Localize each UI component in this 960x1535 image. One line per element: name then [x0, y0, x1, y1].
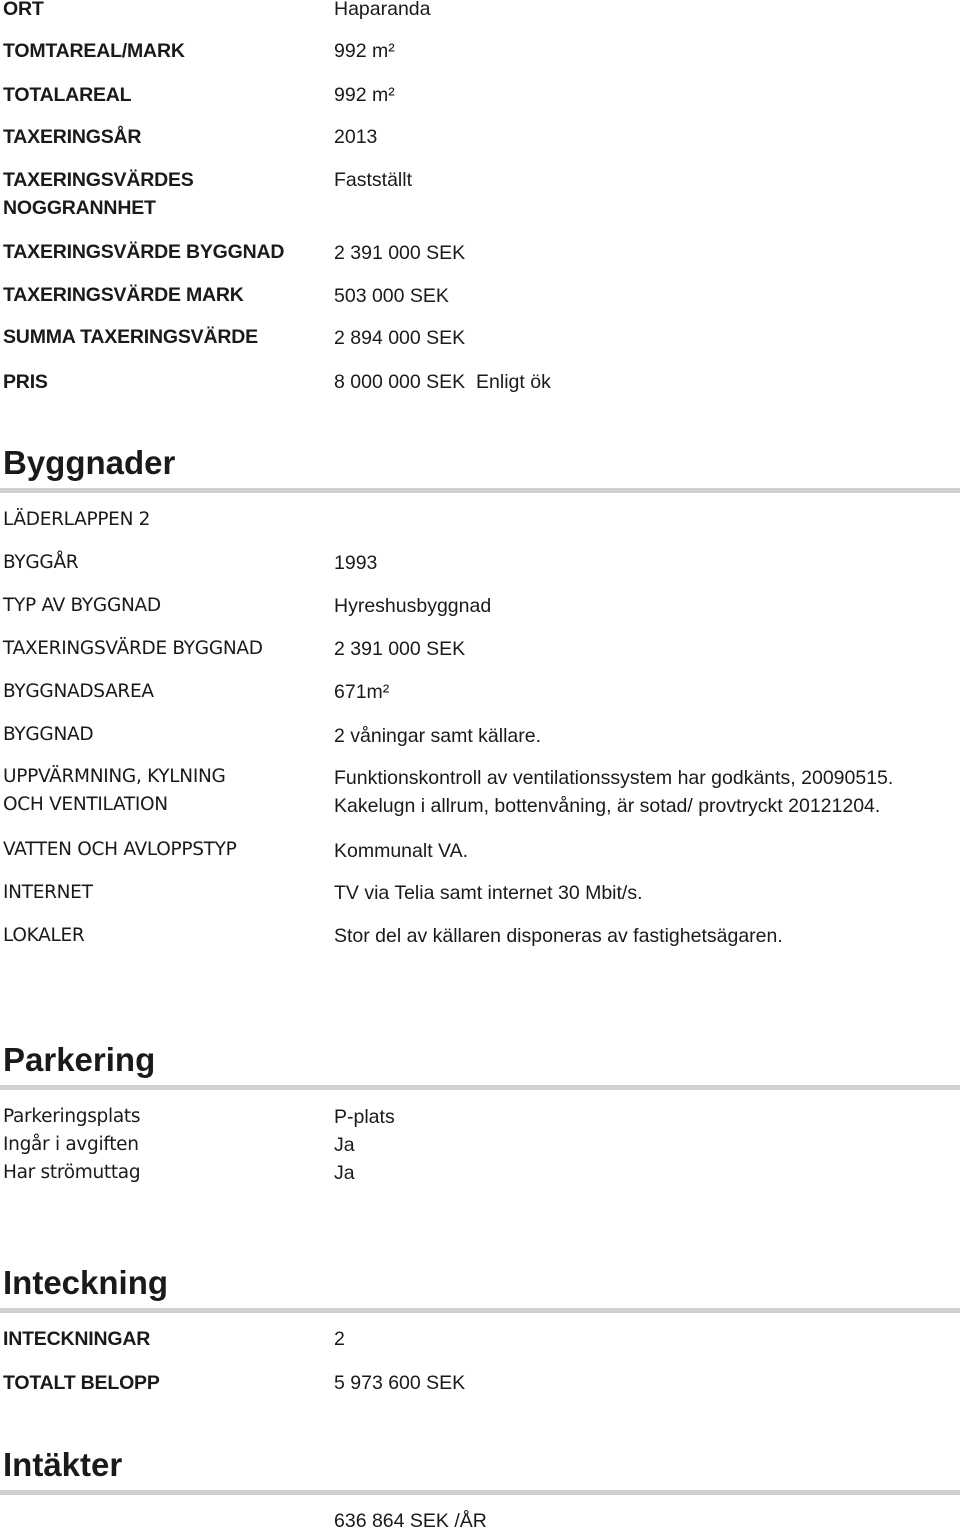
value-har-stromuttag: Ja: [334, 1162, 355, 1184]
value-taxeringsvardes-noggrannhet: Fastställt: [334, 169, 413, 191]
label-taxeringsar: TAXERINGSÅR: [3, 126, 142, 148]
label-summa-taxeringsvarde: SUMMA TAXERINGSVÄRDE: [3, 326, 258, 348]
label-byggnad: BYGGNAD: [3, 724, 94, 745]
building-name: LÄDERLAPPEN 2: [3, 509, 151, 530]
value-lokaler: Stor del av källaren disponeras av fastighetsägaren.: [334, 925, 783, 947]
buildings-divider: [0, 488, 960, 493]
label-tomtareal: TOMTAREAL/MARK: [3, 40, 185, 62]
label-har-stromuttag: Har strömuttag: [3, 1162, 141, 1183]
label-line: TAXERINGSVÄRDES: [3, 169, 194, 191]
label-ort: ORT: [3, 0, 44, 20]
value-pris: 8 000 000 SEK Enligt ök: [334, 371, 551, 393]
value-taxeringsar: 2013: [334, 126, 378, 148]
mortgage-divider: [0, 1308, 960, 1313]
label-lokaler: LOKALER: [3, 925, 85, 946]
label-line: NOGGRANNHET: [3, 197, 156, 219]
label-parkeringsplats: Parkeringsplats: [3, 1106, 141, 1127]
value-parkeringsplats: P-plats: [334, 1106, 395, 1128]
value-byggar: 1993: [334, 552, 378, 574]
value-ort: Haparanda: [334, 0, 431, 20]
label-line: OCH VENTILATION: [3, 794, 168, 815]
parking-heading: Parkering: [3, 1041, 156, 1078]
income-divider: [0, 1490, 960, 1495]
label-ingar-i-avgiften: Ingår i avgiften: [3, 1134, 139, 1155]
value-byggnadsarea: 671m²: [334, 681, 390, 703]
label-pris: PRIS: [3, 371, 48, 393]
value-typ-av-byggnad: Hyreshusbyggnad: [334, 595, 492, 617]
label-taxeringsvarde-mark: TAXERINGSVÄRDE MARK: [3, 284, 244, 306]
value-internet: TV via Telia samt internet 30 Mbit/s.: [334, 882, 643, 904]
value-inteckningar: 2: [334, 1328, 345, 1350]
value-totalt-belopp: 5 973 600 SEK: [334, 1372, 466, 1394]
label-uppvarmning: [3, 763, 226, 819]
value-line: Funktionskontroll av ventilationssystem har godkänts, 20090515.: [334, 767, 894, 789]
buildings-heading: Byggnader: [3, 444, 176, 481]
parking-divider: [0, 1085, 960, 1090]
income-heading: Intäkter: [3, 1446, 123, 1483]
value-totalareal: 992 m²: [334, 84, 395, 106]
label-internet: INTERNET: [3, 882, 93, 903]
value-line: Kakelugn i allrum, bottenvåning, är sotad/ provtryckt 20121204.: [334, 795, 881, 817]
value-ingar-i-avgiften: Ja: [334, 1134, 355, 1156]
label-byggar: BYGGÅR: [3, 552, 79, 573]
mortgage-heading: Inteckning: [3, 1264, 169, 1301]
value-uppvarmning: [334, 764, 893, 820]
value-vatten-och-avloppstyp: Kommunalt VA.: [334, 840, 469, 862]
label-byggnadsarea: BYGGNADSAREA: [3, 681, 154, 702]
label-totalareal: TOTALAREAL: [3, 84, 132, 106]
value-tomtareal: 992 m²: [334, 40, 395, 62]
label-taxeringsvarde-byggnad: TAXERINGSVÄRDE BYGGNAD: [3, 241, 285, 263]
label-line: UPPVÄRMNING, KYLNING: [3, 766, 226, 787]
label-vatten-och-avloppstyp: VATTEN OCH AVLOPPSTYP: [3, 839, 237, 860]
value-byggnad: 2 våningar samt källare.: [334, 725, 542, 747]
value-summa-taxeringsvarde: 2 894 000 SEK: [334, 327, 466, 349]
value-taxeringsvarde-byggnad: 2 391 000 SEK: [334, 242, 466, 264]
label-taxeringsvardes-noggrannhet: [3, 166, 194, 222]
label-totalt-belopp: TOTALT BELOPP: [3, 1372, 160, 1394]
label-typ-av-byggnad: TYP AV BYGGNAD: [3, 595, 161, 616]
value-taxeringsvarde-byggnad-2: 2 391 000 SEK: [334, 638, 466, 660]
label-taxeringsvarde-byggnad-2: TAXERINGSVÄRDE BYGGNAD: [3, 638, 263, 659]
value-intakter: 636 864 SEK /ÅR: [334, 1510, 487, 1532]
value-taxeringsvarde-mark: 503 000 SEK: [334, 285, 449, 307]
label-inteckningar: INTECKNINGAR: [3, 1328, 151, 1350]
